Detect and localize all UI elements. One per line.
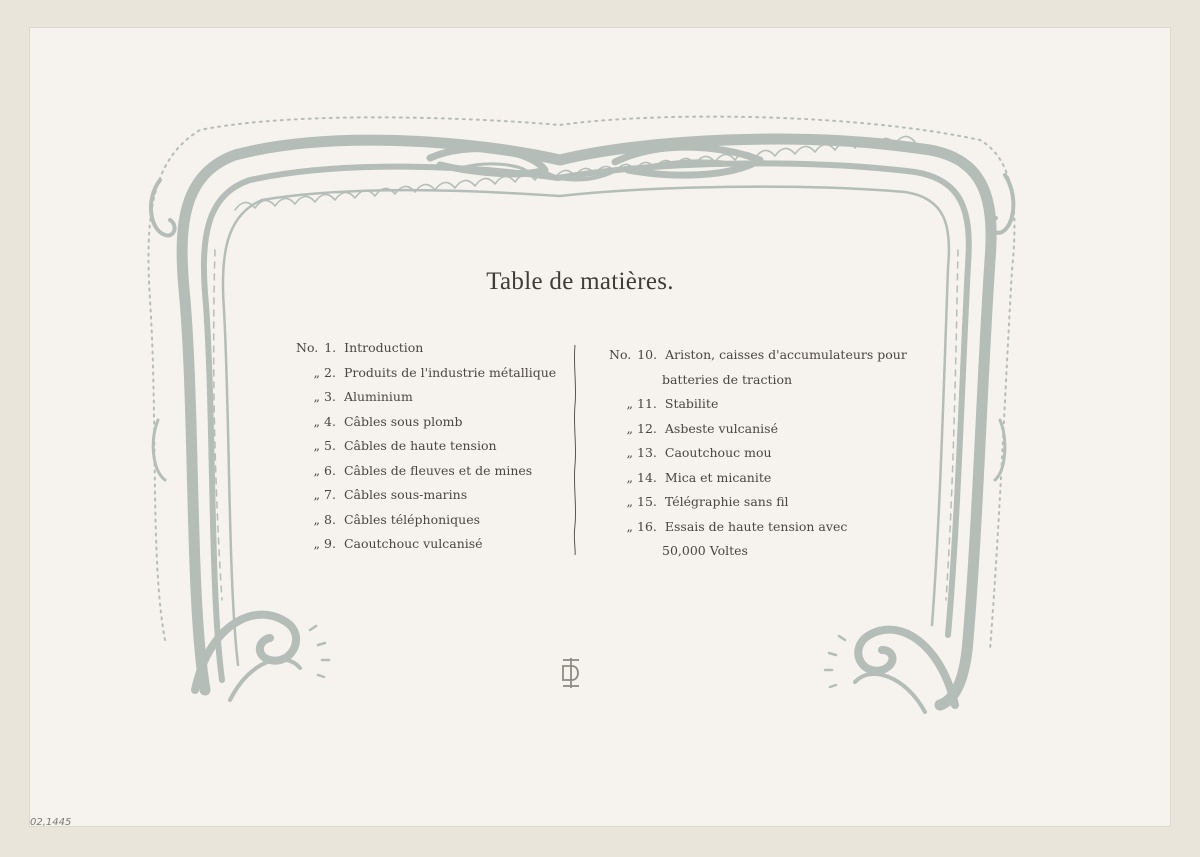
entry-title: Produits de l'industrie métallique: [343, 364, 557, 380]
entry-number: 12.: [637, 420, 657, 436]
entry-title: Câbles téléphoniques: [343, 511, 481, 527]
entry-ditto-mark: „: [313, 487, 320, 502]
entry-ditto-mark: „: [313, 364, 320, 380]
entry-number: 1.: [324, 340, 337, 355]
toc-entry: [611, 396, 718, 411]
entry-ditto-mark: „: [626, 420, 633, 436]
entry-number: 8.: [324, 511, 336, 527]
entry-title: Câbles de haute tension: [343, 438, 497, 453]
entry-title: Télégraphie sans fil: [664, 494, 789, 509]
entry-title: Essais de haute tension avec: [664, 518, 848, 534]
entry-number: 9.: [324, 536, 336, 551]
toc-entry: [298, 389, 413, 404]
entry-title: Câbles sous plomb: [343, 413, 463, 429]
toc-entry: [609, 347, 907, 362]
entry-title: Aluminium: [343, 389, 413, 404]
entry-ditto-mark: „: [313, 462, 320, 478]
entry-title: Câbles sous-marins: [343, 487, 468, 502]
entry-title: Mica et micanite: [664, 469, 772, 485]
entry-title: Caoutchouc vulcanisé: [343, 536, 483, 551]
entry-ditto-mark: „: [626, 445, 633, 460]
entry-number: 11.: [637, 396, 657, 411]
entry-title-continuation: batteries de traction: [662, 371, 793, 387]
toc-entry: [298, 438, 497, 453]
entry-number: 14.: [637, 469, 657, 485]
page-title: Table de matières.: [486, 268, 674, 295]
entry-ditto-mark: „: [313, 438, 320, 453]
entry-title: Ariston, caisses d'accumulateurs pour: [665, 347, 907, 362]
entry-ditto-mark: „: [626, 518, 633, 534]
toc-entry: [296, 340, 423, 355]
monogram-icon: [556, 656, 586, 690]
entry-number: 15.: [637, 494, 657, 509]
entry-title: Asbeste vulcanisé: [664, 420, 778, 436]
toc-entry: [298, 365, 556, 380]
entry-ditto-mark: „: [313, 536, 320, 551]
archive-mark: 02,1445: [30, 817, 72, 828]
entry-number: 16.: [637, 518, 657, 534]
toc-entry: [611, 421, 778, 436]
entry-ditto-mark: „: [626, 396, 633, 411]
toc-entry: [611, 470, 771, 485]
entry-number: 10.: [637, 347, 658, 362]
entry-ditto-mark: „: [626, 469, 633, 485]
toc-entry: [298, 512, 480, 527]
entry-number: 4.: [324, 413, 336, 429]
toc-entry: [611, 445, 772, 460]
entry-ditto-mark: „: [313, 389, 320, 404]
entry-ditto-mark: „: [626, 494, 633, 509]
entry-number: 7.: [324, 487, 336, 502]
entry-prefix-no: No.: [296, 340, 319, 355]
entry-number: 3.: [324, 389, 336, 404]
entry-ditto-mark: „: [313, 413, 320, 429]
entry-title: Introduction: [344, 340, 424, 355]
entry-number: 2.: [324, 364, 336, 380]
entry-title-continuation: 50,000 Voltes: [662, 543, 748, 558]
toc-entry: [298, 414, 463, 429]
entry-title: Caoutchouc mou: [664, 445, 772, 460]
column-divider: [572, 345, 578, 555]
toc-entry: [298, 463, 532, 478]
entry-ditto-mark: „: [313, 511, 320, 527]
entry-number: 13.: [637, 445, 657, 460]
toc-entry: [611, 494, 789, 509]
entry-number: 5.: [324, 438, 336, 453]
toc-entry: [298, 536, 483, 551]
entry-number: 6.: [324, 462, 336, 478]
entry-title: Stabilite: [664, 396, 719, 411]
entry-prefix-no: No.: [609, 347, 632, 362]
entry-title: Câbles de fleuves et de mines: [343, 462, 533, 478]
toc-entry: [611, 519, 847, 534]
toc-entry: [298, 487, 467, 502]
